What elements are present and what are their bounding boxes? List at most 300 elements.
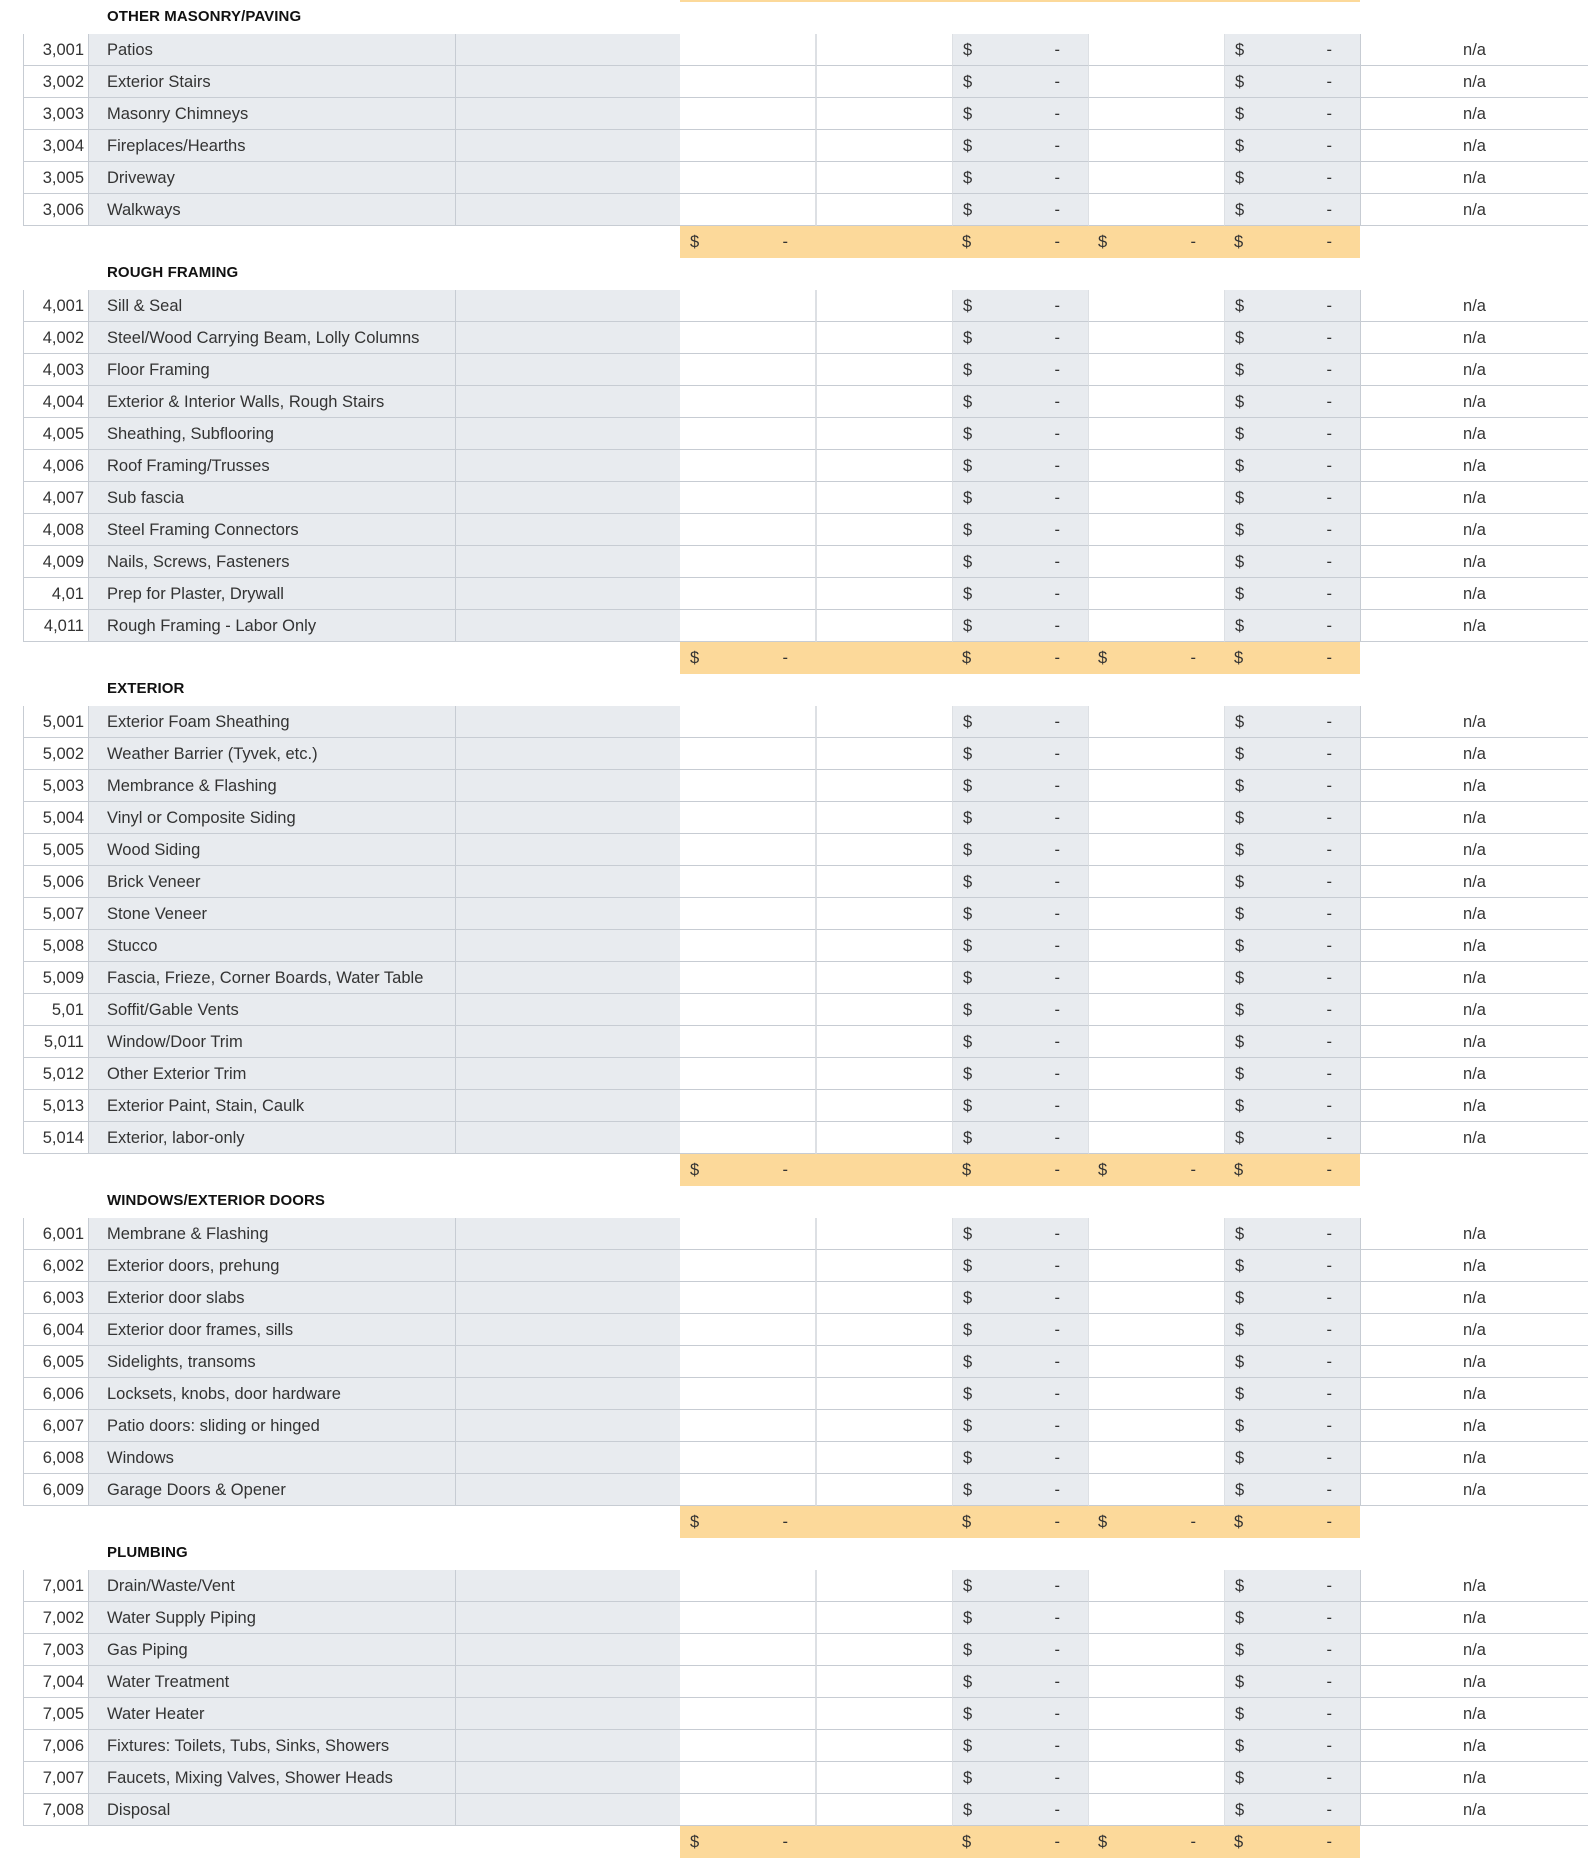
item-name[interactable]: Sidelights, transoms xyxy=(89,1346,456,1378)
quantity-cell[interactable] xyxy=(816,66,952,98)
estimated-total-cell[interactable] xyxy=(952,98,1088,130)
quantity-cell[interactable] xyxy=(816,578,952,610)
actual-cell[interactable] xyxy=(1088,1314,1224,1346)
actual-total-cell[interactable] xyxy=(1224,738,1360,770)
estimated-total-cell[interactable] xyxy=(952,930,1088,962)
quantity-cell[interactable] xyxy=(816,610,952,642)
estimate-cell[interactable] xyxy=(680,1634,816,1666)
actual-cell[interactable] xyxy=(1088,98,1224,130)
actual-total-cell[interactable] xyxy=(1224,1730,1360,1762)
estimate-cell[interactable] xyxy=(680,450,816,482)
estimate-cell[interactable] xyxy=(680,1794,816,1826)
estimate-cell[interactable] xyxy=(680,194,816,226)
notes-cell[interactable] xyxy=(456,898,680,930)
notes-cell[interactable] xyxy=(456,1250,680,1282)
actual-total-cell[interactable] xyxy=(1224,1026,1360,1058)
quantity-cell[interactable] xyxy=(816,1410,952,1442)
item-name[interactable]: Membrance & Flashing xyxy=(89,770,456,802)
item-name[interactable]: Faucets, Mixing Valves, Shower Heads xyxy=(89,1762,456,1794)
actual-cell[interactable] xyxy=(1088,1570,1224,1602)
estimate-cell[interactable] xyxy=(680,354,816,386)
quantity-cell[interactable] xyxy=(816,1698,952,1730)
actual-cell[interactable] xyxy=(1088,738,1224,770)
actual-cell[interactable] xyxy=(1088,1090,1224,1122)
estimated-total-cell[interactable] xyxy=(952,354,1088,386)
actual-cell[interactable] xyxy=(1088,1410,1224,1442)
estimated-total-cell[interactable] xyxy=(952,34,1088,66)
quantity-cell[interactable] xyxy=(816,130,952,162)
notes-cell[interactable] xyxy=(456,738,680,770)
item-name[interactable]: Sill & Seal xyxy=(89,290,456,322)
notes-cell[interactable] xyxy=(456,34,680,66)
notes-cell[interactable] xyxy=(456,1762,680,1794)
actual-total-cell[interactable] xyxy=(1224,1090,1360,1122)
actual-cell[interactable] xyxy=(1088,1218,1224,1250)
quantity-cell[interactable] xyxy=(816,34,952,66)
notes-cell[interactable] xyxy=(456,1314,680,1346)
estimate-cell[interactable] xyxy=(680,802,816,834)
item-name[interactable]: Vinyl or Composite Siding xyxy=(89,802,456,834)
quantity-cell[interactable] xyxy=(816,386,952,418)
estimated-total-cell[interactable] xyxy=(952,482,1088,514)
notes-cell[interactable] xyxy=(456,1122,680,1154)
actual-cell[interactable] xyxy=(1088,1026,1224,1058)
item-name[interactable]: Windows xyxy=(89,1442,456,1474)
estimated-total-cell[interactable] xyxy=(952,834,1088,866)
quantity-cell[interactable] xyxy=(816,1794,952,1826)
actual-total-cell[interactable] xyxy=(1224,866,1360,898)
actual-cell[interactable] xyxy=(1088,1058,1224,1090)
actual-total-cell[interactable] xyxy=(1224,482,1360,514)
actual-total-cell[interactable] xyxy=(1224,418,1360,450)
actual-cell[interactable] xyxy=(1088,802,1224,834)
actual-cell[interactable] xyxy=(1088,706,1224,738)
estimate-cell[interactable] xyxy=(680,322,816,354)
actual-cell[interactable] xyxy=(1088,578,1224,610)
actual-total-cell[interactable] xyxy=(1224,994,1360,1026)
actual-cell[interactable] xyxy=(1088,610,1224,642)
estimate-cell[interactable] xyxy=(680,610,816,642)
actual-total-cell[interactable] xyxy=(1224,1570,1360,1602)
actual-total-cell[interactable] xyxy=(1224,802,1360,834)
estimate-cell[interactable] xyxy=(680,1314,816,1346)
estimated-total-cell[interactable] xyxy=(952,162,1088,194)
estimate-cell[interactable] xyxy=(680,1250,816,1282)
actual-cell[interactable] xyxy=(1088,1634,1224,1666)
notes-cell[interactable] xyxy=(456,98,680,130)
notes-cell[interactable] xyxy=(456,322,680,354)
actual-total-cell[interactable] xyxy=(1224,1698,1360,1730)
actual-cell[interactable] xyxy=(1088,1602,1224,1634)
estimate-cell[interactable] xyxy=(680,1730,816,1762)
item-name[interactable]: Rough Framing - Labor Only xyxy=(89,610,456,642)
estimated-total-cell[interactable] xyxy=(952,1378,1088,1410)
item-name[interactable]: Locksets, knobs, door hardware xyxy=(89,1378,456,1410)
estimate-cell[interactable] xyxy=(680,1410,816,1442)
estimated-total-cell[interactable] xyxy=(952,706,1088,738)
notes-cell[interactable] xyxy=(456,802,680,834)
notes-cell[interactable] xyxy=(456,1090,680,1122)
estimate-cell[interactable] xyxy=(680,1762,816,1794)
actual-total-cell[interactable] xyxy=(1224,98,1360,130)
estimate-cell[interactable] xyxy=(680,1218,816,1250)
actual-cell[interactable] xyxy=(1088,1762,1224,1794)
notes-cell[interactable] xyxy=(456,418,680,450)
estimate-cell[interactable] xyxy=(680,290,816,322)
item-name[interactable]: Water Supply Piping xyxy=(89,1602,456,1634)
quantity-cell[interactable] xyxy=(816,1474,952,1506)
notes-cell[interactable] xyxy=(456,1026,680,1058)
notes-cell[interactable] xyxy=(456,1346,680,1378)
quantity-cell[interactable] xyxy=(816,706,952,738)
estimated-total-cell[interactable] xyxy=(952,130,1088,162)
actual-cell[interactable] xyxy=(1088,322,1224,354)
quantity-cell[interactable] xyxy=(816,1730,952,1762)
estimated-total-cell[interactable] xyxy=(952,610,1088,642)
actual-total-cell[interactable] xyxy=(1224,1602,1360,1634)
actual-cell[interactable] xyxy=(1088,386,1224,418)
item-name[interactable]: Brick Veneer xyxy=(89,866,456,898)
actual-total-cell[interactable] xyxy=(1224,514,1360,546)
estimated-total-cell[interactable] xyxy=(952,1602,1088,1634)
quantity-cell[interactable] xyxy=(816,962,952,994)
actual-total-cell[interactable] xyxy=(1224,1634,1360,1666)
estimated-total-cell[interactable] xyxy=(952,194,1088,226)
estimated-total-cell[interactable] xyxy=(952,386,1088,418)
estimate-cell[interactable] xyxy=(680,1602,816,1634)
estimate-cell[interactable] xyxy=(680,1698,816,1730)
estimate-cell[interactable] xyxy=(680,898,816,930)
actual-total-cell[interactable] xyxy=(1224,1218,1360,1250)
actual-cell[interactable] xyxy=(1088,866,1224,898)
notes-cell[interactable] xyxy=(456,1634,680,1666)
quantity-cell[interactable] xyxy=(816,1090,952,1122)
actual-cell[interactable] xyxy=(1088,482,1224,514)
quantity-cell[interactable] xyxy=(816,1314,952,1346)
actual-total-cell[interactable] xyxy=(1224,34,1360,66)
estimate-cell[interactable] xyxy=(680,1474,816,1506)
quantity-cell[interactable] xyxy=(816,290,952,322)
estimated-total-cell[interactable] xyxy=(952,1218,1088,1250)
estimated-total-cell[interactable] xyxy=(952,1282,1088,1314)
quantity-cell[interactable] xyxy=(816,834,952,866)
estimated-total-cell[interactable] xyxy=(952,1314,1088,1346)
estimated-total-cell[interactable] xyxy=(952,546,1088,578)
item-name[interactable]: Exterior door slabs xyxy=(89,1282,456,1314)
item-name[interactable]: Exterior Stairs xyxy=(89,66,456,98)
actual-total-cell[interactable] xyxy=(1224,1794,1360,1826)
item-name[interactable]: Masonry Chimneys xyxy=(89,98,456,130)
actual-total-cell[interactable] xyxy=(1224,1122,1360,1154)
estimated-total-cell[interactable] xyxy=(952,1698,1088,1730)
estimated-total-cell[interactable] xyxy=(952,1730,1088,1762)
actual-total-cell[interactable] xyxy=(1224,322,1360,354)
notes-cell[interactable] xyxy=(456,66,680,98)
actual-total-cell[interactable] xyxy=(1224,1666,1360,1698)
actual-cell[interactable] xyxy=(1088,418,1224,450)
estimated-total-cell[interactable] xyxy=(952,802,1088,834)
notes-cell[interactable] xyxy=(456,514,680,546)
actual-cell[interactable] xyxy=(1088,898,1224,930)
estimate-cell[interactable] xyxy=(680,834,816,866)
actual-cell[interactable] xyxy=(1088,770,1224,802)
actual-cell[interactable] xyxy=(1088,66,1224,98)
estimated-total-cell[interactable] xyxy=(952,1346,1088,1378)
actual-total-cell[interactable] xyxy=(1224,546,1360,578)
notes-cell[interactable] xyxy=(456,610,680,642)
item-name[interactable]: Exterior Foam Sheathing xyxy=(89,706,456,738)
actual-total-cell[interactable] xyxy=(1224,930,1360,962)
actual-cell[interactable] xyxy=(1088,1122,1224,1154)
estimate-cell[interactable] xyxy=(680,706,816,738)
actual-total-cell[interactable] xyxy=(1224,770,1360,802)
actual-total-cell[interactable] xyxy=(1224,450,1360,482)
quantity-cell[interactable] xyxy=(816,322,952,354)
notes-cell[interactable] xyxy=(456,1218,680,1250)
notes-cell[interactable] xyxy=(456,1794,680,1826)
estimated-total-cell[interactable] xyxy=(952,1666,1088,1698)
actual-cell[interactable] xyxy=(1088,162,1224,194)
actual-cell[interactable] xyxy=(1088,194,1224,226)
actual-total-cell[interactable] xyxy=(1224,130,1360,162)
notes-cell[interactable] xyxy=(456,1602,680,1634)
estimate-cell[interactable] xyxy=(680,1666,816,1698)
actual-total-cell[interactable] xyxy=(1224,290,1360,322)
estimated-total-cell[interactable] xyxy=(952,770,1088,802)
item-name[interactable]: Gas Piping xyxy=(89,1634,456,1666)
estimated-total-cell[interactable] xyxy=(952,450,1088,482)
item-name[interactable]: Roof Framing/Trusses xyxy=(89,450,456,482)
quantity-cell[interactable] xyxy=(816,770,952,802)
actual-cell[interactable] xyxy=(1088,546,1224,578)
item-name[interactable]: Exterior door frames, sills xyxy=(89,1314,456,1346)
estimate-cell[interactable] xyxy=(680,1058,816,1090)
estimate-cell[interactable] xyxy=(680,1378,816,1410)
estimate-cell[interactable] xyxy=(680,578,816,610)
item-name[interactable]: Sheathing, Subflooring xyxy=(89,418,456,450)
quantity-cell[interactable] xyxy=(816,1026,952,1058)
actual-cell[interactable] xyxy=(1088,1730,1224,1762)
item-name[interactable]: Water Treatment xyxy=(89,1666,456,1698)
item-name[interactable]: Weather Barrier (Tyvek, etc.) xyxy=(89,738,456,770)
estimated-total-cell[interactable] xyxy=(952,866,1088,898)
notes-cell[interactable] xyxy=(456,770,680,802)
estimate-cell[interactable] xyxy=(680,1090,816,1122)
quantity-cell[interactable] xyxy=(816,1346,952,1378)
estimate-cell[interactable] xyxy=(680,770,816,802)
item-name[interactable]: Driveway xyxy=(89,162,456,194)
estimate-cell[interactable] xyxy=(680,162,816,194)
notes-cell[interactable] xyxy=(456,1410,680,1442)
actual-total-cell[interactable] xyxy=(1224,706,1360,738)
notes-cell[interactable] xyxy=(456,482,680,514)
estimate-cell[interactable] xyxy=(680,418,816,450)
item-name[interactable]: Steel/Wood Carrying Beam, Lolly Columns xyxy=(89,322,456,354)
notes-cell[interactable] xyxy=(456,834,680,866)
actual-total-cell[interactable] xyxy=(1224,354,1360,386)
quantity-cell[interactable] xyxy=(816,1666,952,1698)
actual-total-cell[interactable] xyxy=(1224,1474,1360,1506)
notes-cell[interactable] xyxy=(456,386,680,418)
estimate-cell[interactable] xyxy=(680,66,816,98)
estimate-cell[interactable] xyxy=(680,34,816,66)
quantity-cell[interactable] xyxy=(816,994,952,1026)
item-name[interactable]: Fascia, Frieze, Corner Boards, Water Table xyxy=(89,962,456,994)
estimated-total-cell[interactable] xyxy=(952,962,1088,994)
item-name[interactable]: Patios xyxy=(89,34,456,66)
quantity-cell[interactable] xyxy=(816,1282,952,1314)
notes-cell[interactable] xyxy=(456,1058,680,1090)
actual-cell[interactable] xyxy=(1088,290,1224,322)
actual-total-cell[interactable] xyxy=(1224,1346,1360,1378)
notes-cell[interactable] xyxy=(456,1442,680,1474)
estimate-cell[interactable] xyxy=(680,546,816,578)
quantity-cell[interactable] xyxy=(816,194,952,226)
estimated-total-cell[interactable] xyxy=(952,1090,1088,1122)
item-name[interactable]: Prep for Plaster, Drywall xyxy=(89,578,456,610)
item-name[interactable]: Water Heater xyxy=(89,1698,456,1730)
item-name[interactable]: Exterior doors, prehung xyxy=(89,1250,456,1282)
actual-cell[interactable] xyxy=(1088,130,1224,162)
actual-cell[interactable] xyxy=(1088,1474,1224,1506)
quantity-cell[interactable] xyxy=(816,482,952,514)
estimated-total-cell[interactable] xyxy=(952,418,1088,450)
item-name[interactable]: Fixtures: Toilets, Tubs, Sinks, Showers xyxy=(89,1730,456,1762)
actual-cell[interactable] xyxy=(1088,930,1224,962)
actual-total-cell[interactable] xyxy=(1224,1762,1360,1794)
estimate-cell[interactable] xyxy=(680,1282,816,1314)
quantity-cell[interactable] xyxy=(816,898,952,930)
actual-total-cell[interactable] xyxy=(1224,1378,1360,1410)
estimate-cell[interactable] xyxy=(680,514,816,546)
item-name[interactable]: Garage Doors & Opener xyxy=(89,1474,456,1506)
notes-cell[interactable] xyxy=(456,1378,680,1410)
estimate-cell[interactable] xyxy=(680,98,816,130)
estimated-total-cell[interactable] xyxy=(952,1570,1088,1602)
quantity-cell[interactable] xyxy=(816,98,952,130)
item-name[interactable]: Soffit/Gable Vents xyxy=(89,994,456,1026)
actual-cell[interactable] xyxy=(1088,1378,1224,1410)
actual-total-cell[interactable] xyxy=(1224,386,1360,418)
item-name[interactable]: Walkways xyxy=(89,194,456,226)
quantity-cell[interactable] xyxy=(816,162,952,194)
estimated-total-cell[interactable] xyxy=(952,514,1088,546)
notes-cell[interactable] xyxy=(456,930,680,962)
actual-cell[interactable] xyxy=(1088,1666,1224,1698)
item-name[interactable]: Drain/Waste/Vent xyxy=(89,1570,456,1602)
quantity-cell[interactable] xyxy=(816,450,952,482)
actual-cell[interactable] xyxy=(1088,34,1224,66)
estimated-total-cell[interactable] xyxy=(952,578,1088,610)
actual-cell[interactable] xyxy=(1088,1250,1224,1282)
actual-total-cell[interactable] xyxy=(1224,194,1360,226)
item-name[interactable]: Exterior, labor-only xyxy=(89,1122,456,1154)
actual-cell[interactable] xyxy=(1088,354,1224,386)
estimate-cell[interactable] xyxy=(680,866,816,898)
estimated-total-cell[interactable] xyxy=(952,898,1088,930)
quantity-cell[interactable] xyxy=(816,1218,952,1250)
item-name[interactable]: Patio doors: sliding or hinged xyxy=(89,1410,456,1442)
actual-cell[interactable] xyxy=(1088,962,1224,994)
estimate-cell[interactable] xyxy=(680,1346,816,1378)
notes-cell[interactable] xyxy=(456,354,680,386)
estimate-cell[interactable] xyxy=(680,482,816,514)
notes-cell[interactable] xyxy=(456,546,680,578)
item-name[interactable]: Fireplaces/Hearths xyxy=(89,130,456,162)
actual-cell[interactable] xyxy=(1088,1442,1224,1474)
item-name[interactable]: Stucco xyxy=(89,930,456,962)
quantity-cell[interactable] xyxy=(816,738,952,770)
notes-cell[interactable] xyxy=(456,450,680,482)
notes-cell[interactable] xyxy=(456,1666,680,1698)
quantity-cell[interactable] xyxy=(816,1442,952,1474)
estimate-cell[interactable] xyxy=(680,1122,816,1154)
quantity-cell[interactable] xyxy=(816,1602,952,1634)
actual-total-cell[interactable] xyxy=(1224,834,1360,866)
item-name[interactable]: Window/Door Trim xyxy=(89,1026,456,1058)
quantity-cell[interactable] xyxy=(816,1570,952,1602)
quantity-cell[interactable] xyxy=(816,930,952,962)
estimate-cell[interactable] xyxy=(680,130,816,162)
estimated-total-cell[interactable] xyxy=(952,1250,1088,1282)
estimated-total-cell[interactable] xyxy=(952,1442,1088,1474)
actual-cell[interactable] xyxy=(1088,994,1224,1026)
quantity-cell[interactable] xyxy=(816,1122,952,1154)
notes-cell[interactable] xyxy=(456,130,680,162)
item-name[interactable]: Other Exterior Trim xyxy=(89,1058,456,1090)
notes-cell[interactable] xyxy=(456,578,680,610)
item-name[interactable]: Nails, Screws, Fasteners xyxy=(89,546,456,578)
estimate-cell[interactable] xyxy=(680,738,816,770)
estimated-total-cell[interactable] xyxy=(952,738,1088,770)
actual-cell[interactable] xyxy=(1088,514,1224,546)
actual-total-cell[interactable] xyxy=(1224,962,1360,994)
actual-total-cell[interactable] xyxy=(1224,1058,1360,1090)
item-name[interactable]: Steel Framing Connectors xyxy=(89,514,456,546)
estimated-total-cell[interactable] xyxy=(952,1058,1088,1090)
item-name[interactable]: Exterior Paint, Stain, Caulk xyxy=(89,1090,456,1122)
notes-cell[interactable] xyxy=(456,706,680,738)
actual-cell[interactable] xyxy=(1088,1698,1224,1730)
estimate-cell[interactable] xyxy=(680,994,816,1026)
item-name[interactable]: Membrane & Flashing xyxy=(89,1218,456,1250)
notes-cell[interactable] xyxy=(456,962,680,994)
quantity-cell[interactable] xyxy=(816,1634,952,1666)
notes-cell[interactable] xyxy=(456,194,680,226)
quantity-cell[interactable] xyxy=(816,418,952,450)
item-name[interactable]: Sub fascia xyxy=(89,482,456,514)
estimated-total-cell[interactable] xyxy=(952,290,1088,322)
estimate-cell[interactable] xyxy=(680,1442,816,1474)
estimated-total-cell[interactable] xyxy=(952,1474,1088,1506)
quantity-cell[interactable] xyxy=(816,354,952,386)
estimate-cell[interactable] xyxy=(680,962,816,994)
estimate-cell[interactable] xyxy=(680,1570,816,1602)
actual-total-cell[interactable] xyxy=(1224,610,1360,642)
actual-total-cell[interactable] xyxy=(1224,1314,1360,1346)
quantity-cell[interactable] xyxy=(816,546,952,578)
actual-total-cell[interactable] xyxy=(1224,1410,1360,1442)
actual-total-cell[interactable] xyxy=(1224,1442,1360,1474)
item-name[interactable]: Floor Framing xyxy=(89,354,456,386)
quantity-cell[interactable] xyxy=(816,1058,952,1090)
estimated-total-cell[interactable] xyxy=(952,994,1088,1026)
notes-cell[interactable] xyxy=(456,866,680,898)
item-name[interactable]: Wood Siding xyxy=(89,834,456,866)
estimated-total-cell[interactable] xyxy=(952,1026,1088,1058)
estimated-total-cell[interactable] xyxy=(952,1634,1088,1666)
item-name[interactable]: Exterior & Interior Walls, Rough Stairs xyxy=(89,386,456,418)
